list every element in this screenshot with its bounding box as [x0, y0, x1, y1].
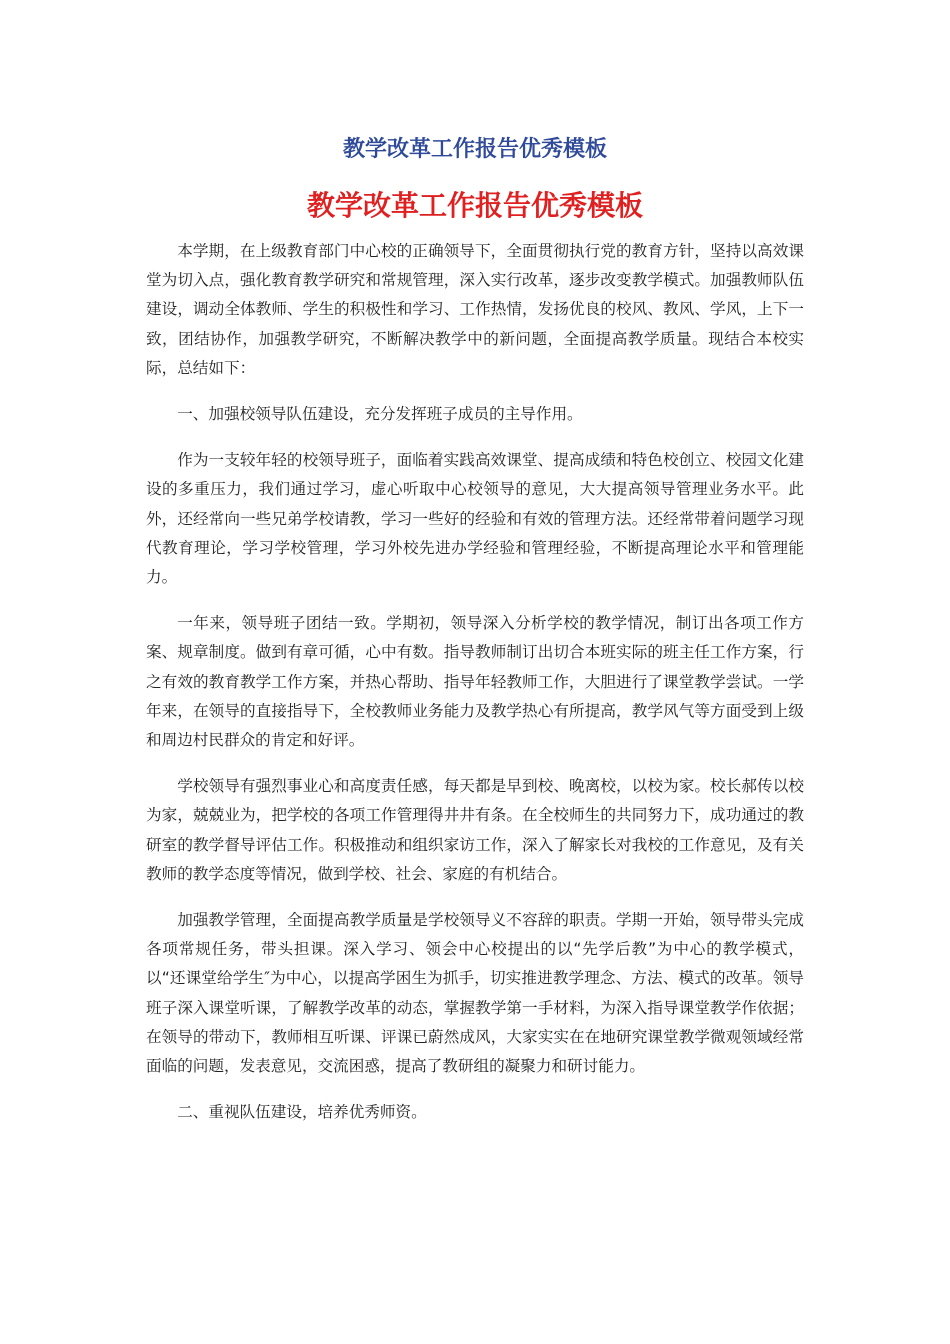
paragraph-intro: 本学期，在上级教育部门中心校的正确领导下，全面贯彻执行党的教育方针，坚持以高效课堂为切入点，强化教育教学研究和常规管理，深入实行改革，逐步改变教学模式。加强教师队伍建设，调动全体教师、学生的积极性和学习、工作热情，发扬优良的校风、教风、学风，上下一致，团结协作，加强教学研究，不断解决教学中的新问题，全面提高教学质量。现结合本校实际，总结如下： [146, 242, 804, 377]
section-heading-1: 一、加强校领导队伍建设，充分发挥班子成员的主导作用。 [177, 405, 583, 424]
header-title: 教学改革工作报告优秀模板 [342, 136, 607, 162]
paragraph: 作为一支较年轻的校领导班子，面临着实践高效课堂、提高成绩和特色校创立、校园文化建设的多重压力，我们通过学习，虚心听取中心校领导的意见，大大提高领导管理业务水平。此外，还经常向一些兄弟学校请教，学习一些好的经验和有效的管理方法。还经常带着问题学习现代教育理论，学习学校管理，学习外校先进办学经验和管理经验，不断提高理论水平和管理能力。 [146, 451, 804, 587]
document-body [146, 237, 804, 1144]
section-heading-2: 二、重视队伍建设，培养优秀师资。 [177, 1103, 427, 1122]
paragraph: 一年来，领导班子团结一致。学期初，领导深入分析学校的教学情况，制订出各项工作方案、规章制度。做到有章可循，心中有数。指导教师制订出切合本班实际的班主任工作方案，行之有效的教育教学工作方案，并热心帮助、指导年轻教师工作，大胆进行了课堂教学尝试。一学年来，在领导的直接指导下，全校教师业务能力及教学热心有所提高，教学风气等方面受到上级和周边村民群众的肯定和好评。 [146, 614, 804, 750]
paragraph: 学校领导有强烈事业心和高度责任感，每天都是早到校、晚离校，以校为家。校长郝传以校为家，兢兢业为，把学校的各项工作管理得井井有条。在全校师生的共同努力下，成功通过的教研室的教学督导评估工作。积极推动和组织家访工作，深入了解家长对我校的工作意见，及有关教师的教学态度等情况，做到学校、社会、家庭的有机结合。 [146, 777, 804, 883]
main-title: 教学改革工作报告优秀模板 [306, 189, 643, 222]
paragraph: 加强教学管理，全面提高教学质量是学校领导义不容辞的职责。学期一开始，领导带头完成各项常规任务，带头担课。深入学习、领会中心校提出的以“先学后教”为中心的教学模式，以“还课堂给学生″为中心，以提高学困生为抓手，切实推进教学理念、方法、模式的改革。领导班子深入课堂听课，了解教学改革的动态，掌握教学第一手材料，为深入指导课堂教学作依据；在领导的带动下，教师相互听课、评课已蔚然成风，大家实实在在地研究课堂教学微观领域经常面临的问题，发表意见，交流困惑，提高了教研组的凝聚力和研讨能力。 [146, 911, 804, 1076]
